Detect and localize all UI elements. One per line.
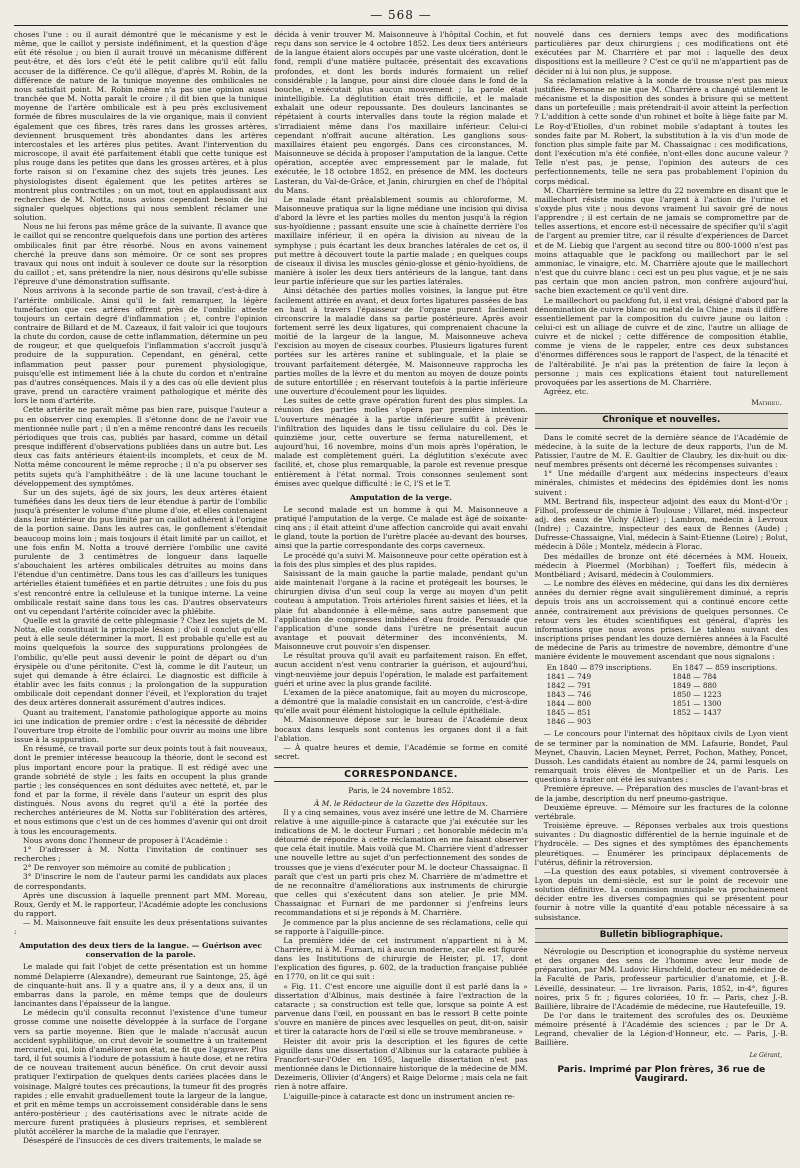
paragraph: Sur un des sujets, âgé de six jours, les deux artères étaient tuméfiées dans les deux tiers de leur étendue à partir de l'ombilic jusqu'à présenter le volume d'une plume d'oie, et elles contenaient dans leur intérieur du pus limité par un caillot adhérent à l'origine de la portion saine. Dans les autres cas, le gonflement s'étendait beaucoup moins loin ; mais toujours il était limité par un caillot, et une fois enfin M. Notta a trouvé derrière l'ombilic une cavité purulente de 3 centimètres de longueur dans laquelle s'abouchaient les artères ombilicales détruites au moins dans l'étendue d'un centimètre. Dans tous les cas d'ailleurs les tuniques artérielles étaient tuméfiées et en partie détruites ; une fois du pus s'est rencontré entre la celluleuse et la tunique interne. La veine ombilicale restait saine dans tous les cas. D'autres observateurs ont vu cependant l'artérite coïncider avec la phlébite.	[14, 487, 268, 616]
paragraph: décida à venir trouver M. Maisonneuve à l'hôpital Cochin, et fut reçu dans son service le 4 octobre 1852. Les deux tiers antérieurs de la langue étaient alors occupés par une vaste ulcération, dont le fond, rempli d'une matière pultacée, présentait des excavations profondes, et dont les bords indurés formaient un relief considérable ; la langue, pour ainsi dire clouée dans le fond de la bouche, n'exécutait plus aucun mouvement ; la parole était inintelligible. La déglutition était très difficile, et le malade exhalait une odeur repoussante. Des douleurs lancinantes se répétaient à courts intervalles dans toute la région malade et s'irradiaient même dans l'os maxillaire inférieur. Celui-ci cependant n'offrait aucune altération. Les ganglions sous-maxillaires étaient peu engorgés. Dans ces circonstances, M. Maisonneuve se décida à proposer l'amputation de la langue. Cette opération, acceptée avec empressement par le malade, fut exécutée, le 18 octobre 1852, en présence de MM. les docteurs Lasteran, du Val-de-Grâce, et Janin, chirurgien en chef de l'hôpital du Mans.	[274, 30, 528, 195]
paragraph: Sa réclamation relative à la sonde de trousse n'est pas mieux justifiée. Personne ne nie que M. Charrière a changé utilement le mécanisme et la disposition des sondes à brisure qui se mettent dans un portefeuille ; mais prétendrait-il avoir atteint la perfection ? L'addition à cette sonde d'un robinet et boîte à liège faite par M. Le Roy-d'Etiolles, d'un robinet mobile s'adaptant à toutes les sondes faite par M. Robert, la substitution à la vis d'un mode de fonction plus simple faite par M. Chassaignac : ces modifications, dont l'exécution m'a été confiée, n'ont-elles donc aucune valeur ? Telle n'est pas, je pense, l'opinion des auteurs de ces perfectionnements, telle ne sera pas probablement l'opinion du corps médical.	[534, 75, 788, 186]
paragraph: Troisième épreuve. — Réponses verbales aux trois questions suivantes : Du diagnostic différentiel de la hernie inguinale et de l'hydrocèle. — Des signes et des symptômes des épanchements pleurétiques. — Énumérer les principaux déplacements de l'utérus, définir la rétroversion.	[534, 821, 788, 867]
paragraph: Nous avons donc l'honneur de proposer à l'Académie :	[23, 835, 228, 845]
paragraph: Nous ne lui ferons pas même grâce de la suivante. Il avance que le caillot qui se rencontre quelquefois dans une portion des artères ombilicales finit par être résorbé. Nous en avons vainement cherché la preuve dans son mémoire. Or ce sont ses propres travaux qui nous ont induit à soulever ce doute sur la résorption du caillot ; et, sans prétendre la nier, nous désirons qu'elle subisse l'épreuve d'une démonstration suffisante.	[14, 222, 268, 287]
paragraph: Nous arrivons à la seconde partie de son travail, c'est-à-dire à l'artérite ombilicale. Ainsi qu'il le fait remarquer, la légère tuméfaction que ces artères offrent près de l'ombilic atteste toujours un certain degré d'inflammation ; et, contre l'opinion contraire de Billard et de M. Cazeaux, il fait valoir ici que toujours la chute du cordon, cause de cette inflammation, détermine un peu de rougeur, et que quelquefois l'inflammation s'accroît jusqu'à produire de la suppuration. Cependant, en général, cette inflammation peut passer pour purement physiologique, puisqu'elle est intimement liée à la chute du cordon et n'entraîne pas d'autres conséquences. Mais il y a des cas où elle devient plus grave, prend un caractère vraiment pathologique et mérite dès lors le nom d'artérite.	[14, 286, 268, 406]
table-cell	[672, 717, 788, 726]
paragraph: Le second malade est un homme à qui M. Maisonneuve a pratiqué l'amputation de la verge. Ce malade est âgé de soixante-cinq ans ; il était atteint d'une affection cancroïde qui avait envahi le gland, toute la portion de l'urètre placée au-devant des bourses, ainsi que la partie correspondante des corps caverneux.	[274, 504, 528, 551]
quotation: « Fig. 11. C'est encore une aiguille dont il est parlé dans la » dissertation d'Albinus, mais destinée à faire l'extraction de la cataracte ; sa construction est telle que, lorsque sa pointe A est parvenue dans l'œil, en poussant en bas le ressort B cette pointe s'ouvre en manière de pinces avec lesquelles on peut, dit-on, saisir et tirer la cataracte hors de l'œil si elle se trouve membraneuse. »	[274, 981, 528, 1037]
paragraph: — Le concours pour l'internat des hôpitaux civils de Lyon vient de se terminer par la nomination de MM. Lafaurie, Bondet, Paul Meynet, Chauvin, Lacien Meynet, Perret, Pochon, Mathey, Poncet, Dussoh. Les candidats étaient au nombre de 24, parmi lesquels on remarquait trois élèves de Montpellier et un de Paris. Les questions à traiter ont été les suivantes :	[534, 729, 788, 785]
table-cell: 1845 — 851	[546, 708, 592, 718]
paragraph: Après une discussion à laquelle prennent part MM. Moreau, Roux, Gerdy et M. le rapporteur, l'Académie adopte les conclusions du rapport.	[14, 890, 268, 918]
paragraph: M. Charrière termine sa lettre du 22 novembre en disant que le maillechort résiste moins que l'argent à l'action de l'urine et s'oxyde plus vite ; nous devons vraiment lui savoir gré de nous l'apprendre ; il est certain de ne jamais se compromettre par de telles assertions, et encore est-il nécessaire de spécifier qu'il s'agit de l'argent au premier titre, car il résulte d'expériences de Darcet et de M. Liebig que l'argent au second titre ou 800-1000 n'est pas moins attaquable que le packfong ou maillechort par le sel ammoniac, le vinaigre, etc. M. Charrière ajoute que le maillechort n'est que du cuivre blanc : ceci est un peu plus vague, et je ne sais pas certain que mon ancien patron, mon confrère aujourd'hui, sache bien exactement ce qu'il vent dire.	[534, 185, 788, 296]
column-3	[535, 30, 788, 1158]
table-cell: 1851 — 1300	[672, 699, 722, 709]
paragraph: — M. Maisonneuve fait ensuite les deux présentations suivantes :	[14, 918, 268, 937]
table-cell: 1849 — 880	[672, 681, 717, 691]
chronicle-heading: Chronique et nouvelles.	[535, 413, 788, 428]
paragraph: Névrologie ou Description et iconographie du système nerveux et des organes des sens de l'homme avec leur mode de préparation, par MM. Ludovic Hirschfeld, docteur en médecine de la Faculté de Paris, professeur particulier d'anatomie, et J.-B. Léveillé, dessinateur. — 1re livraison. Paris, 1852, in-4°, figures noires, prix 5 fr. ; figures coloriées, 10 fr. — Paris, chez J.-B. Baillière, libraire de l'Académie de médecine, rue Hautefeuille, 19.	[534, 946, 788, 1011]
paragraph: La première idée de cet instrument n'appartient ni à M. Charrière, ni à M. Furnari, ni à aucun moderne, car elle est figurée dans les Institutions de chirurgie de Heister, pl. 17, dont l'explication des figures, p. 602, de la traduction française publiée en 1770, on lit ce qui suit :	[274, 935, 528, 982]
paragraph: L'aiguille-pince à cataracte est donc un instrument ancien re-	[283, 1091, 515, 1101]
manager-label: Le Gérant,	[749, 1051, 782, 1059]
salutation: À M. le Rédacteur de la Gazette des Hôpitaux.	[314, 798, 488, 808]
page-number: — 568 —	[370, 8, 432, 22]
paragraph: Il y a cinq semaines, vous avez inséré une lettre de M. Charrière relative à une aiguille-pince à cataracte que j'ai exécutée sur les indications de M. le docteur Furnari ; cet honorable médecin m'a détourné de répondre à cette réclamation en me faisant observer que cela était inutile. Mais voilà que M. Charrière vient d'adresser une nouvelle lettre au sujet d'un perfectionnement des sondes de trousses que je viens d'exécuter pour M. le docteur Chassaignac. Il paraît que c'est un parti pris chez M. Charrière de m'admettre et de ne reconnaître d'améliorations aux instruments de chirurgie que celles qui s'exécutent dans son atelier. Je prie MM. Chassaignac et Furnari de me pardonner si j'enfreins leurs recommandations et si je réponds à M. Charrière.	[274, 807, 528, 918]
paragraph: nouvelé dans ces derniers temps avec des modifications particulières par deux chirurgiens ; ces modifications ont été exécutées par M. Charrière et par moi : laquelle des deux dispositions est la meilleure ? C'est ce qu'il ne m'appartient pas de décider ni à lui non plus, je suppose.	[534, 30, 788, 76]
paragraph: 3° D'inscrire le nom de l'auteur parmi les candidats aux places de correspondants.	[14, 872, 268, 891]
paragraph: En résumé, ce travail porte sur deux points tout à fait nouveaux, dont le premier intéresse beaucoup la théorie, dont le second est plus important encore pour la pratique. Il est rédigé avec une grande sobriété de style ; les faits en occupent la plus grande partie ; les conséquences en sont déduites avec netteté, et, par le fond et par la forme, il révèle dans l'auteur un esprit des plus distingués. Nous avons du regret qu'il a été la portée des recherches antérieures de M. Notta sur l'oblitération des artères, et nous estimons que c'est un de ces hommes d'avenir qui ont droit à tous les encouragements.	[14, 744, 268, 836]
columns	[14, 30, 788, 1158]
table-cell: 1844 — 800	[546, 699, 592, 709]
correspondence-heading: CORRESPONDANCE.	[274, 767, 527, 782]
paragraph: L'examen de la pièce anatomique, fait au moyen du microscope, a démontré que la maladie consistait en un cancroïde, c'est-à-dire qu'elle avait pour élément histologique la cellule épithéliale.	[274, 687, 528, 716]
table-cell: En 1847 — 859 inscriptions.	[672, 663, 778, 673]
table-cell: En 1840 — 879 inscriptions.	[546, 663, 652, 673]
paragraph: 1° D'adresser à M. Notta l'invitation de continuer ses recherches ;	[14, 844, 268, 864]
section-heading: Amputation de la verge.	[349, 492, 453, 502]
paragraph: Le procédé qu'a suivi M. Maisonneuve pour cette opération est à la fois des plus simples et des plus rapides.	[274, 550, 528, 569]
paragraph: Agréez, etc.	[543, 387, 589, 397]
table-cell: 1841 — 749	[546, 672, 592, 682]
inscriptions-table	[547, 663, 788, 726]
column-1	[14, 30, 267, 1158]
section-heading: Amputation des deux tiers de la langue. — Guérison avec conservation de la parole.	[19, 941, 262, 960]
printer-imprint: Paris. Imprimé par Plon frères, 36 rue de Vaugirard.	[557, 1064, 766, 1084]
column-2	[274, 30, 527, 1158]
paragraph: Des médailles de bronze ont été décernées à MM. Houeix, médecin à Ploermel (Morbihan) ; Toeffert fils, médecin à Montbéliard ; Avisard, médecin à Coulommiers.	[534, 551, 788, 579]
paragraph: Le résultat prouva qu'il avait eu parfaitement raison. En effet, aucun accident n'est venu contrarier la guérison, et aujourd'hui, vingt-neuvième jour depuis l'opération, le malade est parfaitement guéri et urine avec la plus grande facilité.	[274, 651, 528, 688]
paragraph: Saisissant de la main gauche la partie malade, pendant qu'un aide maintenait l'organe à la racine et protégeait les bourses, le chirurgien divisa d'un seul coup la verge au moyen d'un petit couteau à amputation. Trois artérioles furent saisies et liées, et la plaie fut abandonnée à elle-même, sans autre pansement que l'application de compresses imbibées d'eau froide. Persuadé que l'application d'une sonde dans l'urètre ne présentait aucun avantage et pouvait déterminer des inconvénients, M. Maisonneuve crut pouvoir s'en dispenser.	[274, 568, 528, 652]
paragraph: Le malade qui fait l'objet de cette présentation est un homme nommé Delapierre (Alexandre), demeurant rue Saintonge, 25, âgé de cinquante-huit ans. Il y a quatre ans, il y a deux ans, il un embarras dans la parole, en même temps que de douleurs lancinantes dans l'épaisseur de la langue.	[14, 962, 268, 1009]
paragraph: —La question des eaux potables, si vivement controversée à Lyon depuis un demi-siècle, est sur le point de recevoir une solution définitive. La commission municipale va prochainement décider entre les diverses compagnies qui se présentent pour fournir à notre ville la quantité d'eau potable nécessaire à sa subsistance.	[534, 866, 788, 922]
paragraph: De l'or dans le traitement des scrofules des os. Deuxième mémoire présenté à l'Académie des sciences ; par le Dr A. Legrand, chevalier de la Légion-d'Honneur, etc. — Paris, J.-B. Baillière.	[534, 1011, 788, 1048]
table-cell: 1852 — 1437	[672, 708, 722, 718]
dateline: Paris, le 24 novembre 1852.	[348, 786, 454, 796]
signature: Mathieu.	[751, 398, 782, 408]
paragraph: MM. Bertrand fils, inspecteur adjoint des eaux du Mont-d'Or ; Filhol, professeur de chimie à Toulouse ; Villaret, méd. inspecteur adj. des eaux de Vichy (Allier) ; Lambron, médecin à Levroux (Indre) ; Cazaintre, inspecteur des eaux de Rennes (Aude) ; Dufresse-Chassaigne, Vial, médecin à Saint-Etienne (Loire) ; Bolut, médecin à Dôle ; Montelz, médecin à Florac.	[534, 496, 788, 552]
table-cell: 1842 — 791	[546, 681, 592, 691]
paragraph: Dans le comité secret de la dernière séance de l'Académie de médecine, à la suite de la lecture de deux rapports, l'un de M. Patissier, l'autre de M. E. Gaultier de Claubry, les dix-huit ou dix-neuf membres présents ont décerné les récompenses suivantes :	[534, 432, 788, 470]
paragraph: Le malade étant préalablement soumis au chloroforme, M. Maisonneuve pratiqua sur la ligne médiane une incision qui divisa d'abord la lèvre et les parties molles du menton jusqu'à la région sus-hyoïdienne ; passant ensuite une scie à chaînette derrière l'os maxillaire inférieur, il en opéra la division au niveau de la symphyse ; puis écartant les deux branches latérales de cet os, il put mettre à découvert toute la partie malade ; en quelques coups de ciseaux il divisa les muscles génio-glosse et génio-hyoïdiens, de manière à isoler les deux tiers antérieurs de la langue, tant dans leur partie inférieure que sur les parties latérales.	[274, 194, 528, 287]
paragraph: — À quatre heures et demie, l'Académie se forme en comité secret.	[274, 742, 528, 762]
paragraph: 2° De renvoyer son mémoire au comité de publication ;	[23, 863, 231, 873]
bulletin-heading: Bulletin bibliographique.	[535, 928, 788, 943]
table-cell: 1848 — 784	[672, 672, 717, 682]
paragraph: — Le nombre des élèves en médecine, qui dans les dix dernières années du dernier règne avait singulièrement diminué, a repris depuis trois ans un accroissement qui a continué encore cette année, contrairement aux prévisions de quelques personnes. Ce retour vers les études scientifiques est général, d'après les informations que nous avons prises. Le tableau suivant des inscriptions prises pendant les douze dernières années à la Faculté de médecine de Paris au trimestre de novembre, démontre d'une manière évidente le mouvement ascendant que nous signalons :	[534, 579, 788, 662]
paragraph: Désespéré de l'insuccès de ces divers traitements, le malade se	[23, 1136, 262, 1146]
table-cell: 1850 — 1223	[672, 690, 722, 700]
paragraph: Deuxième épreuve. — Mémoire sur les fractures de la colonne vertébrale.	[534, 802, 788, 821]
paragraph: Première épreuve. — Préparation des muscles de l'avant-bras et de la jambe, description du nerf pneumo-gastrique.	[534, 784, 788, 803]
paragraph: Le maillechort ou packfong fut, il est vrai, désigné d'abord par la dénomination de cuivre blanc ou métal de la Chine ; mais il diffère essentiellement par la composition du cuivre jaune ou laiton : celui-ci est un alliage de cuivre et de zinc, l'autre un alliage de cuivre et de nickel ; cette différence de composition établie, comme je viens de le rappeler, entre ces deux substances d'énormes différences sous le rapport de l'aspect, de la ténacité et de l'altérabilité. Je n'ai pas la prétention de faire la leçon à personne ; mais ces explications étaient tout naturellement provoquées par les assertions de M. Charrière.	[534, 295, 788, 387]
paragraph: choses l'une : ou il aurait démontré que le mécanisme y est le même, que le caillot y persiste indéfiniment, et la question d'âge eût été résolue ; ou bien il aurait trouvé un mécanisme différent peut-être, et dès lors c'eût été le petit calibre qu'il eût fallu accuser de la différence. Ce qu'il allègue, d'après M. Robin, de la différence de nature de la tunique moyenne des ombilicales ne nous satisfait point. M. Robin même n'a pas une opinion aussi tranchée que M. Notta paraît le croire ; il dit bien que la tunique moyenne de l'artère ombilicale est à peu près exclusivement formée de fibres musculaires de la vie organique, mais il convient également que ces fibres, très rares dans les grosses artères, deviennent brusquement très abondantes dans les artères intercostales et les artères plus petites. Avant l'intervention du microscope, il avait été parfaitement établi que cette tunique est plus rouge dans les petites que dans les grosses artères, et à plus forte raison si on l'examine chez des sujets très jeunes. Les physiologistes disent également que les petites artères se montrent plus contractiles ; on un mot, tout en applaudissant aux recherches de M. Notta, nous avions cependant besoin de lui signaler quelques objections qui nous semblent réclamer une solution.	[14, 30, 268, 223]
paragraph: Je commence par la plus ancienne de ses réclamations, celle qui se rapporte à l'aiguille-pince.	[274, 917, 528, 936]
table-cell: 1843 — 746	[546, 690, 592, 700]
header-rule	[14, 25, 788, 26]
paragraph: Quant au traitement, l'anatomie pathologique apporte au moins ici une indication de premier ordre : c'est la nécessité de débrider l'ouverture trop étroite de l'ombilic pour ouvrir au moins une libre issue à la suppuration.	[14, 707, 268, 745]
paragraph: Le médecin qu'il consulta reconnut l'existence d'une tumeur grosse comme une noisette développée à la surface de l'organe vers sa partie moyenne. Bien que le malade n'accusât aucun accident syphilitique, on crut devoir le soumettre à un traitement mercuriel, qui, loin d'améliorer son état, ne fit que l'aggraver. Plus tard, il fut soumis à l'iodure de potassium à haute dose, et ne retira de ce nouveau traitement aucun bénéfice. On crut devoir aussi pratiquer l'extirpation de quelques dents cariées placées dans le voisinage. Malgré toutes ces précautions, la tumeur fit des progrès rapides ; elle envahit graduellement toute la largeur de la langue, et prit en même temps un accroissement considérable dans le sens antéro-postérieur ; des cautérisations avec le nitrate acide de mercure furent pratiquées à plusieurs reprises, et semblèrent plutôt accélérer la marche de la maladie que l'enrayer.	[14, 1008, 268, 1137]
paragraph: M. Maisonneuve dépose sur le bureau de l'Académie deux bocaux dans lesquels sont contenus les organes dont il a fait l'ablation.	[274, 715, 528, 743]
paragraph: Ainsi détachée des parties molles voisines, la langue put être facilement attirée en avant, et deux fortes ligatures passées de bas en haut à travers l'épaisseur de l'organe purent facilement circonscrire la maladie dans sa partie postérieure. Après avoir fortement serré les deux ligatures, qui comprenaient chacune la moitié de la largeur de la langue, M. Maisonneuve acheva l'excision au moyen de ciseaux courbes. Plusieurs ligatures furent portées sur les artères ranine et sublinguale, et la plaie se trouvant parfaitement détergée, M. Maisonneuve rapprocha les parties molles de la lèvre et du menton au moyen de douze points de suture entortillée ; en réservant toutefois à la partie inférieure une ouverture d'écoulement pour les liquides.	[274, 286, 528, 397]
paragraph: Quelle est la gravité de cette phlegmasie ? Chez les sujets de M. Notta, elle constituait la principale lésion ; d'où il conclut qu'elle peut à elle seule déterminer la mort. Il est probable qu'elle est au moins quelquefois la source des suppurations prolongées de l'ombilic, qu'elle peut aussi devenir le point de départ ou d'un érysipèle ou d'une péritonite. C'est là, comme le dit l'auteur, un sujet qui demande à être éclairci. Le diagnostic est difficile à établir avec les faits connus ; la prolongation de la suppuration ombilicale doit cependant donner l'éveil, et l'exploration du trajet des deux artères donnerait assurément d'autres indices.	[14, 616, 268, 708]
table-cell: 1846 — 903	[546, 717, 592, 727]
paragraph: 1° Une médaille d'argent aux médecins inspecteurs d'eaux minérales, chimistes et médecins des épidémies dont les noms suivent :	[534, 469, 788, 497]
paragraph: Heister dit avoir pris la description et les figures de cette aiguille dans une dissertation d'Albinus sur la cataracte publiée à Francfort-sur-l'Oder en 1695, laquelle dissertation n'est pas mentionnée dans le Dictionnaire historique de la médecine de MM. Dezeimeris, Ollivier (d'Angers) et Raige Delorme ; mais cela ne fait rien à notre affaire.	[274, 1036, 528, 1092]
paragraph: Les suites de cette grave opération furent des plus simples. La réunion des parties molles s'opéra par première intention. L'ouverture ménagée à la partie inférieure suffit à prévenir l'infiltration des liquides dans le tissu cellulaire du col. Dès le quinzième jour, cette ouverture se ferma naturellement, et aujourd'hui, 16 novembre, moins d'un mois après l'opération, le malade est complètement guéri. La déglutition s'exécute avec facilité, et, chose plus remarquable, la parole est revenue presque entièrement à l'état normal. Trois consonnes seulement sont émises avec quelque difficulté : le C, l'S et le T.	[274, 396, 528, 488]
paragraph: Cette artérite ne paraît même pas bien rare, puisque l'auteur a pu en observer cinq exemples. Il s'étonne donc de ne l'avoir vue mentionnée nulle part ; il n'en a même rencontré dans les recueils périodiques que trois cas, publiés par hasard, comme un détail presque indifférent d'observations publiées dans un autre but. Les deux cas faits antérieurs étaient-ils incomplets, et ceux de M. Notta même concourent le même reproche ; il n'a pu observer ses petits sujets qu'à l'amphithéâtre : de là une lacune touchant le développement des symptômes.	[14, 405, 268, 488]
